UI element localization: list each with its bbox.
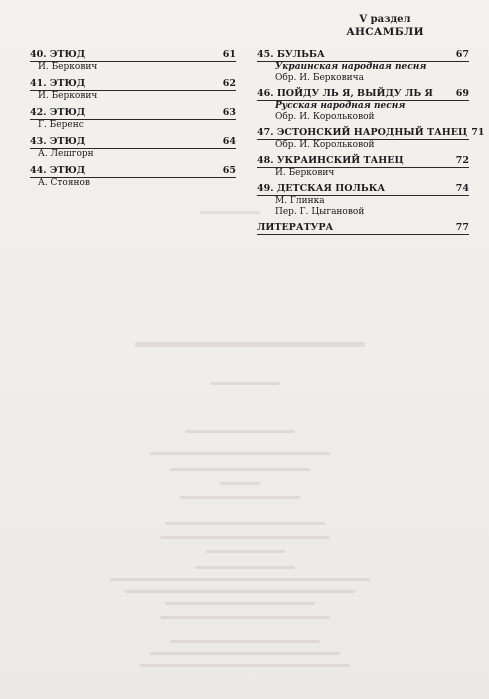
entry-arranger: Обр. И. Корольковой (275, 112, 375, 122)
entry-page: 63 (222, 107, 236, 118)
entry-genre: Украинская народная песня (275, 62, 427, 72)
bleed-through-mark (180, 496, 300, 499)
entry-arranger: Обр. И. Корольковой (275, 140, 375, 150)
toc-entry (30, 107, 236, 131)
entry-page: 65 (222, 165, 236, 176)
entry-title: 43. ЭТЮД (30, 136, 86, 147)
bleed-through-mark (150, 652, 340, 655)
entry-page: 72 (455, 155, 469, 166)
entry-title: 47. ЭСТОНСКИЙ НАРОДНЫЙ ТАНЕЦ (257, 127, 468, 138)
entry-author: А. Лешгорн (38, 149, 94, 159)
toc-entry (30, 165, 236, 189)
section-number: V раздел (359, 14, 411, 25)
bleed-through-mark (165, 602, 315, 605)
entry-page: 74 (455, 183, 469, 194)
toc-entry (257, 127, 485, 151)
toc-entry (257, 155, 469, 179)
entry-page: 77 (455, 222, 469, 233)
entry-title: 40. ЭТЮД (30, 49, 86, 60)
bleed-through-mark (200, 211, 260, 214)
bleed-through-mark (160, 536, 330, 539)
entry-title: 41. ЭТЮД (30, 78, 86, 89)
bleed-through-mark (165, 522, 325, 525)
toc-entry (257, 183, 469, 218)
entry-author: И. Беркович (38, 91, 98, 101)
entry-genre: Русская народная песня (275, 101, 406, 111)
toc-entry (30, 49, 236, 73)
entry-title: ЛИТЕРАТУРА (257, 222, 334, 233)
entry-author: Г. Беренс (38, 120, 84, 130)
bleed-through-mark (125, 590, 355, 593)
entry-title: 44. ЭТЮД (30, 165, 86, 176)
section-name: АНСАМБЛИ (346, 26, 424, 38)
toc-left-column (30, 49, 236, 194)
bleed-through-mark (210, 382, 280, 385)
entry-page: 69 (455, 88, 469, 99)
toc-entry (257, 49, 469, 84)
section-heading (310, 14, 460, 38)
toc-entry-literature (257, 222, 469, 235)
entry-page: 62 (222, 78, 236, 89)
entry-author: И. Беркович (38, 62, 98, 72)
entry-title: 46. ПОЙДУ ЛЬ Я, ВЫЙДУ ЛЬ Я (257, 88, 433, 99)
entry-page: 71 (471, 127, 485, 138)
bleed-through-mark (140, 664, 350, 667)
toc-right-column (257, 49, 485, 239)
entry-page: 61 (222, 49, 236, 60)
bleed-through-mark (160, 616, 330, 619)
entry-page: 64 (222, 136, 236, 147)
bleed-through-mark (170, 468, 310, 471)
bleed-through-mark (195, 566, 295, 569)
bleed-through-mark (135, 342, 365, 347)
entry-arranger: Обр. И. Берковича (275, 73, 364, 83)
bleed-through-mark (110, 578, 370, 581)
bleed-through-mark (205, 550, 285, 553)
entry-title: 48. УКРАИНСКИЙ ТАНЕЦ (257, 155, 404, 166)
toc-entry (30, 78, 236, 102)
entry-title: 45. БУЛЬБА (257, 49, 325, 60)
entry-arranger: Пер. Г. Цыгановой (275, 207, 365, 217)
entry-author: И. Беркович (275, 168, 335, 178)
entry-author: М. Глинка (275, 196, 325, 206)
entry-title: 42. ЭТЮД (30, 107, 86, 118)
entry-title: 49. ДЕТСКАЯ ПОЛЬКА (257, 183, 386, 194)
bleed-through-mark (220, 482, 260, 485)
bleed-through-mark (185, 430, 295, 433)
entry-page: 67 (455, 49, 469, 60)
bleed-through-mark (150, 452, 330, 455)
toc-entry (30, 136, 236, 160)
entry-author: А. Стоянов (38, 178, 90, 188)
toc-entry (257, 88, 469, 123)
bleed-through-mark (170, 640, 320, 643)
